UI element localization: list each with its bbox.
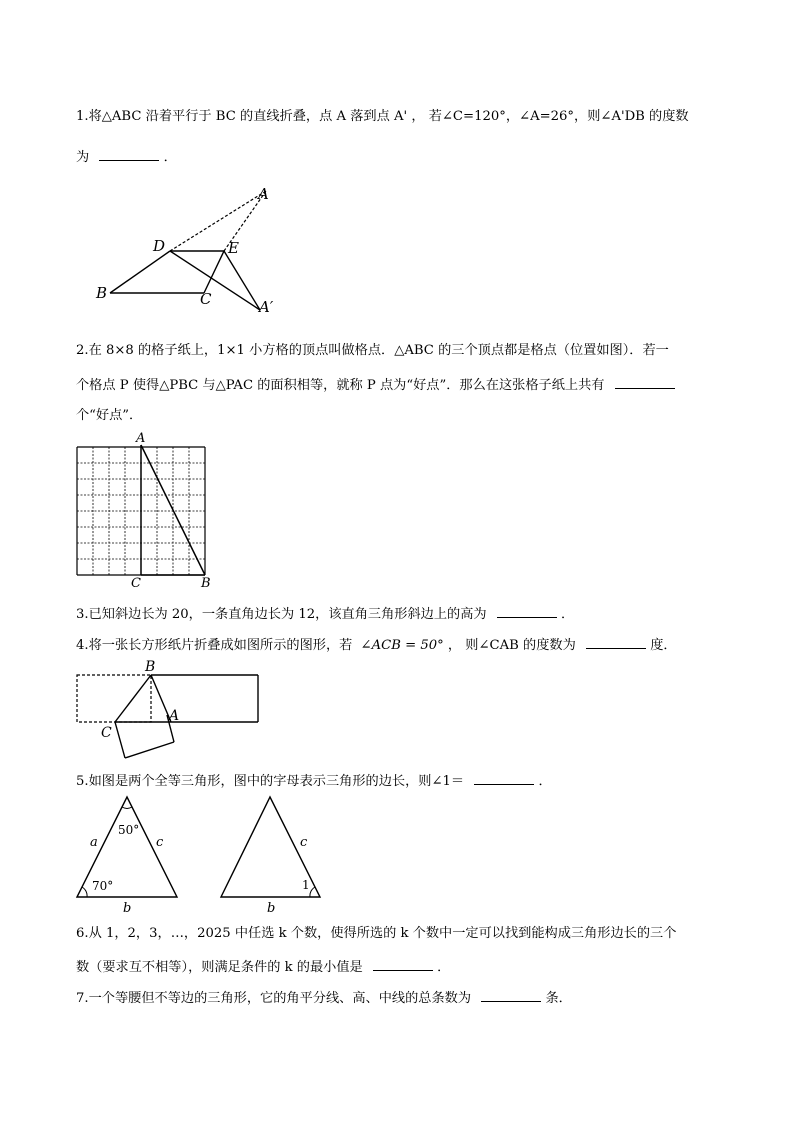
q1-label-A: A	[258, 185, 269, 203]
q4-label-A: A	[169, 708, 180, 724]
q2-text-line1: 2.在 8×8 的格子纸上，1×1 小方格的顶点叫做格点．△ABC 的三个顶点都是格点（位置如图）．若一	[76, 343, 669, 358]
q1-label-E: E	[228, 239, 239, 257]
q2-answer-blank[interactable]	[615, 374, 675, 389]
q6-line2-pre: 数（要求互不相等），则满足条件的 k 的最小值是	[76, 960, 363, 975]
q4-answer-blank[interactable]	[586, 634, 646, 649]
q1-text-line2	[76, 146, 177, 167]
q6-line2-post: ．	[437, 960, 451, 975]
q1-label-B: B	[96, 284, 108, 302]
q6-text-line1: 6.从 1，2，3，…，2025 中任选 k 个数，使得所选的 k 个数中一定可以找到能构成三角形边长的三个	[76, 926, 677, 941]
q4-pre: 4.将一张长方形纸片折叠成如图所示的图形，若	[76, 638, 353, 653]
q5-label-b-left: b	[123, 901, 132, 916]
q4-formula: ∠ACB = 50°	[360, 638, 444, 653]
q5-label-c-left: c	[156, 835, 164, 850]
q4-label-C: C	[101, 725, 112, 741]
q5-angle-1: 1	[302, 878, 310, 892]
q3-pre: 3.已知斜边长为 20，一条直角边长为 12，该直角三角形斜边上的高为	[76, 607, 487, 622]
q3-post: ．	[561, 607, 575, 622]
q5-answer-blank[interactable]	[474, 770, 534, 785]
q1-label-C: C	[200, 290, 212, 308]
q7-answer-blank[interactable]	[481, 987, 541, 1002]
q5-pre: 5.如图是两个全等三角形，图中的字母表示三角形的边长，则∠1＝	[76, 774, 465, 789]
q3-answer-blank[interactable]	[497, 603, 557, 618]
q1-line2-post: ．	[163, 150, 177, 165]
q5-post: ．	[538, 774, 552, 789]
q2-grid-figure	[70, 430, 220, 590]
q5-label-a: a	[90, 835, 98, 850]
q2-label-B: B	[201, 576, 211, 591]
q6-text-line2	[76, 956, 450, 977]
q1-figure	[90, 180, 290, 320]
q5-label-c-right: c	[300, 835, 308, 850]
q4-label-B: B	[145, 659, 156, 675]
q7-pre: 7.一个等腰但不等边的三角形，它的角平分线、高、中线的总条数为	[76, 991, 472, 1006]
q5-figure	[70, 790, 340, 915]
q5-angle-70: 70°	[92, 879, 114, 893]
q6-answer-blank[interactable]	[373, 956, 433, 971]
q2-label-A: A	[136, 431, 146, 446]
q3-text	[76, 603, 574, 624]
q1-text-line1: 1.将△ABC 沿着平行于 BC 的直线折叠，点 A 落到点 A' ， 若∠C=120°，∠A=26°，则∠A'DB 的度数	[76, 109, 689, 124]
q2-label-C: C	[131, 576, 141, 591]
q4-mid: ， 则∠CAB 的度数为	[447, 638, 576, 653]
q4-text	[76, 634, 677, 655]
q2-text-line2	[76, 374, 675, 395]
q7-post: 条．	[545, 991, 572, 1006]
q2-text-line3: 个“好点”．	[76, 408, 143, 423]
q4-post: 度．	[650, 638, 677, 653]
q7-text	[76, 987, 572, 1008]
q1-label-D: D	[153, 237, 166, 255]
q5-angle-50: 50°	[118, 823, 140, 837]
q5-text	[76, 770, 552, 791]
q2-line2-pre: 个格点 P 使得△PBC 与△PAC 的面积相等，就称 P 点为“好点”．那么在这张格子纸上共有	[76, 378, 605, 393]
q4-figure	[70, 657, 270, 767]
q1-label-Aprime: A′	[259, 298, 274, 316]
q5-label-b-right: b	[267, 901, 276, 916]
q1-answer-blank[interactable]	[99, 146, 159, 161]
q1-line2-pre: 为	[76, 150, 90, 165]
